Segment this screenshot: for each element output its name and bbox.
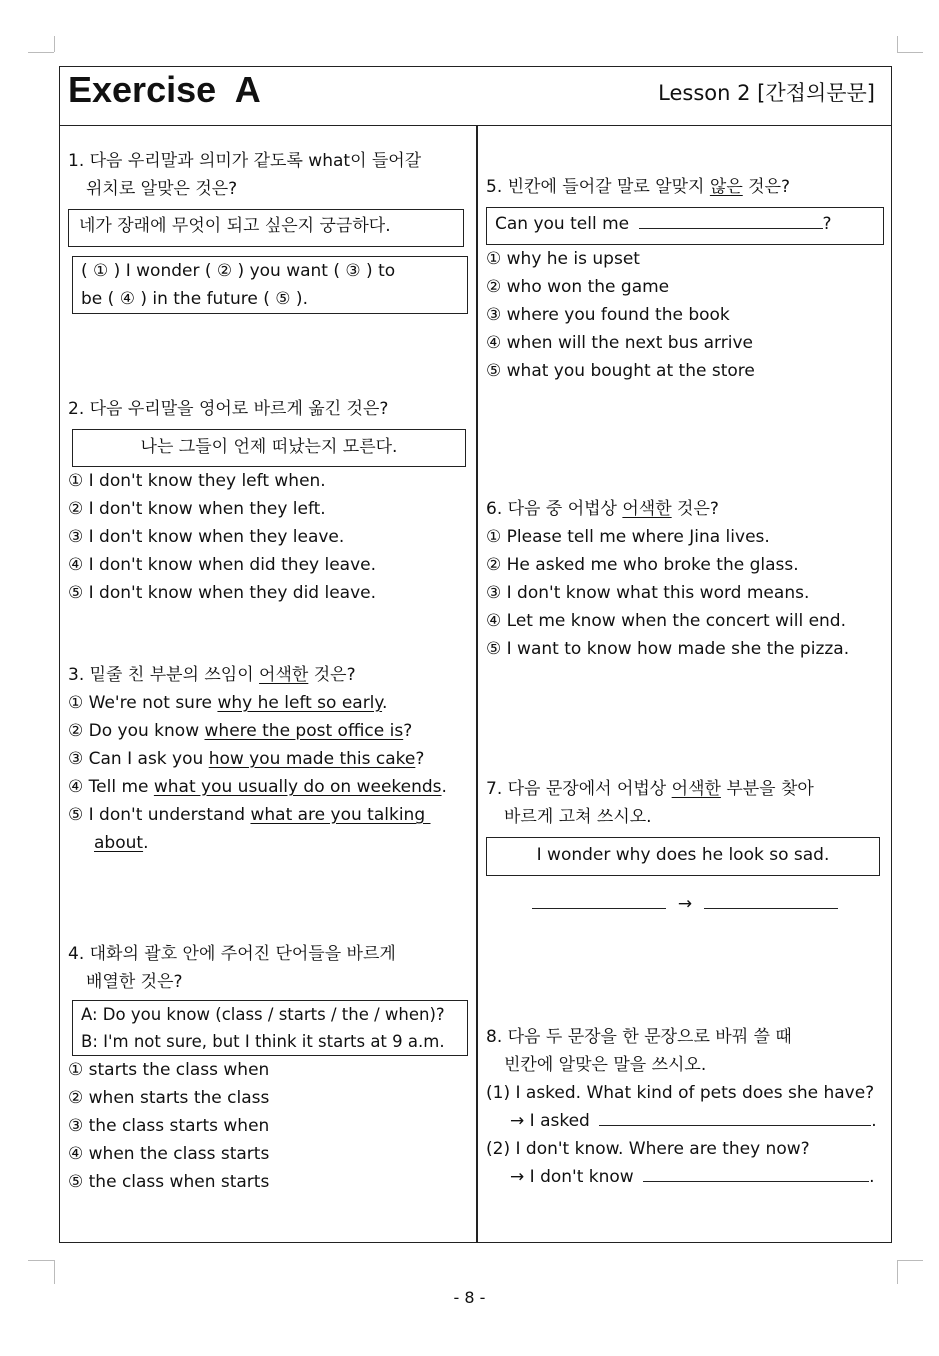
option-continuation (68, 829, 468, 857)
question-5-options (486, 245, 884, 385)
option[interactable] (68, 717, 468, 745)
question-6-prompt (486, 495, 884, 523)
question-6 (486, 495, 884, 663)
worksheet-header (60, 67, 891, 126)
answer-blank[interactable] (599, 1107, 871, 1126)
option-text: ③ Can I ask you (68, 749, 209, 769)
prompt-text: 것은? (308, 665, 356, 685)
question-1-prompt: 1. 다음 우리말과 의미가 같도록 what이 들어갈 (68, 151, 422, 171)
option[interactable] (68, 773, 468, 801)
option-underlined: about (94, 833, 144, 853)
box-text: Can you tell me (495, 214, 630, 234)
prompt-underlined: 않은 (709, 177, 743, 197)
answer-blank[interactable] (643, 1163, 869, 1182)
prompt-underlined: 어색한 (671, 779, 721, 799)
question-2-prompt: 2. 다음 우리말을 영어로 바르게 옮긴 것은? (68, 399, 389, 419)
option-underlined: what are you talking (250, 805, 431, 825)
page-number: - 8 - (453, 1288, 486, 1307)
option[interactable] (68, 801, 468, 829)
answer-blank[interactable] (704, 890, 838, 909)
question-8-item-2: (2) I don't know. Where are they now? (486, 1139, 810, 1159)
question-8 (486, 1023, 884, 1191)
answer-lead: → I don't know (510, 1167, 634, 1187)
arrow-icon: → (677, 894, 693, 914)
crop-mark (54, 1260, 55, 1284)
question-8-answer-2 (486, 1163, 884, 1191)
option[interactable]: ③ I don't know when they leave. (68, 527, 345, 547)
korean-sentence: 나는 그들이 언제 떠났는지 모른다. (140, 437, 398, 457)
question-4-options (68, 1056, 468, 1196)
english-sentence-box (72, 256, 468, 314)
option[interactable]: ③ I don't know what this word means. (486, 583, 810, 603)
question-8-prompt-cont: 빈칸에 알맞은 말을 쓰시오. (504, 1055, 707, 1075)
prompt-underlined: 어색한 (259, 665, 309, 685)
question-8-item-1: (1) I asked. What kind of pets does she have? (486, 1083, 875, 1103)
option-text: ? (403, 721, 413, 741)
option-text: . (382, 693, 388, 713)
right-column (478, 125, 892, 1242)
correction-line (486, 890, 884, 918)
option-underlined: why he left so early (217, 693, 383, 713)
option[interactable]: ② I don't know when they left. (68, 499, 326, 519)
option-text: ? (415, 749, 425, 769)
question-7-prompt-cont: 바르게 고쳐 쓰시오. (504, 807, 652, 827)
option[interactable]: ⑤ I want to know how made she the pizza. (486, 639, 850, 659)
prompt-text: 6. 다음 중 어법상 (486, 499, 623, 519)
question-3-prompt (68, 661, 468, 689)
option[interactable] (68, 689, 468, 717)
option[interactable]: ⑤ what you bought at the store (486, 361, 755, 381)
option-text: ② Do you know (68, 721, 205, 741)
question-4 (68, 940, 468, 1196)
option[interactable]: ② He asked me who broke the glass. (486, 555, 799, 575)
dialog-box (72, 1000, 468, 1056)
crop-mark (897, 52, 923, 53)
question-1-prompt-cont: 위치로 알맞은 것은? (86, 179, 238, 199)
lesson-label: Lesson 2 [간접의문문] (658, 81, 875, 105)
question-5-box (486, 207, 884, 245)
question-2 (68, 395, 468, 607)
left-column (60, 125, 476, 1242)
option[interactable]: ① starts the class when (68, 1060, 270, 1080)
prompt-text: 3. 밑줄 친 부분의 쓰임이 (68, 665, 260, 685)
dialog-line-a: A: Do you know (class / starts / the / when)? (81, 1005, 445, 1024)
dialog-line-b: B: I'm not sure, but I think it starts at 9 a.m. (81, 1032, 445, 1051)
option[interactable]: ④ Let me know when the concert will end. (486, 611, 847, 631)
option[interactable]: ② when starts the class (68, 1088, 270, 1108)
option[interactable]: ② who won the game (486, 277, 670, 297)
question-7-box (486, 837, 880, 876)
question-8-prompt: 8. 다음 두 문장을 한 문장으로 바꿔 쓸 때 (486, 1027, 792, 1047)
question-8-answer-1 (486, 1107, 884, 1135)
period: . (871, 1111, 877, 1131)
answer-lead: → I asked (510, 1111, 590, 1131)
crop-mark (28, 1260, 54, 1261)
prompt-text: 것은? (742, 177, 791, 197)
prompt-text: 것은? (671, 499, 719, 519)
option[interactable] (68, 745, 468, 773)
question-7 (486, 775, 884, 918)
option[interactable]: ⑤ the class when starts (68, 1172, 270, 1192)
prompt-text: 부분을 찾아 (720, 779, 814, 799)
option-text: . (143, 833, 149, 853)
box-text: ? (822, 214, 832, 234)
option[interactable]: ① I don't know they left when. (68, 471, 326, 491)
question-4-prompt: 4. 대화의 괄호 안에 주어진 단어들을 바르게 (68, 944, 396, 964)
prompt-text: 5. 빈칸에 들어갈 말로 알맞지 (486, 177, 710, 197)
question-5 (486, 173, 884, 385)
english-sentence-line: be ( ④ ) in the future ( ⑤ ). (81, 289, 308, 309)
crop-mark (897, 36, 898, 52)
option[interactable]: ① Please tell me where Jina lives. (486, 527, 770, 547)
question-4-prompt-cont: 배열한 것은? (86, 972, 183, 992)
box-text: I wonder why does he look so sad. (536, 845, 830, 865)
option-text: ⑤ I don't understand (68, 805, 251, 825)
crop-mark (897, 1260, 923, 1261)
exercise-title: Exercise A (68, 69, 261, 110)
question-7-prompt (486, 775, 884, 803)
option[interactable]: ⑤ I don't know when they did leave. (68, 583, 377, 603)
option[interactable]: ③ where you found the book (486, 305, 730, 325)
korean-sentence-box (68, 209, 464, 247)
prompt-underlined: 어색한 (622, 499, 672, 519)
question-3 (68, 661, 468, 857)
option-text: ① We're not sure (68, 693, 218, 713)
crop-mark (54, 36, 55, 52)
answer-blank (639, 210, 823, 229)
option[interactable]: ④ when will the next bus arrive (486, 333, 753, 353)
option-text: . (441, 777, 447, 797)
period: . (869, 1167, 875, 1187)
crop-mark (897, 1260, 898, 1284)
question-1 (68, 147, 468, 314)
option[interactable]: ① why he is upset (486, 249, 640, 269)
option-underlined: where the post office is (204, 721, 404, 741)
korean-sentence-box (72, 429, 466, 467)
question-5-prompt (486, 173, 884, 201)
answer-blank[interactable] (532, 890, 666, 909)
worksheet-frame (59, 66, 892, 1243)
option[interactable]: ④ when the class starts (68, 1144, 270, 1164)
option[interactable]: ④ I don't know when did they leave. (68, 555, 377, 575)
crop-mark (28, 52, 54, 53)
option[interactable]: ③ the class starts when (68, 1116, 270, 1136)
option-underlined: how you made this cake (208, 749, 416, 769)
prompt-text: 7. 다음 문장에서 어법상 (486, 779, 672, 799)
option-underlined: what you usually do on weekends (153, 777, 442, 797)
option-text: ④ Tell me (68, 777, 154, 797)
english-sentence-line: ( ① ) I wonder ( ② ) you want ( ③ ) to (81, 261, 396, 281)
korean-sentence: 네가 장래에 무엇이 되고 싶은지 궁금하다. (79, 216, 391, 236)
question-2-options (68, 467, 468, 607)
